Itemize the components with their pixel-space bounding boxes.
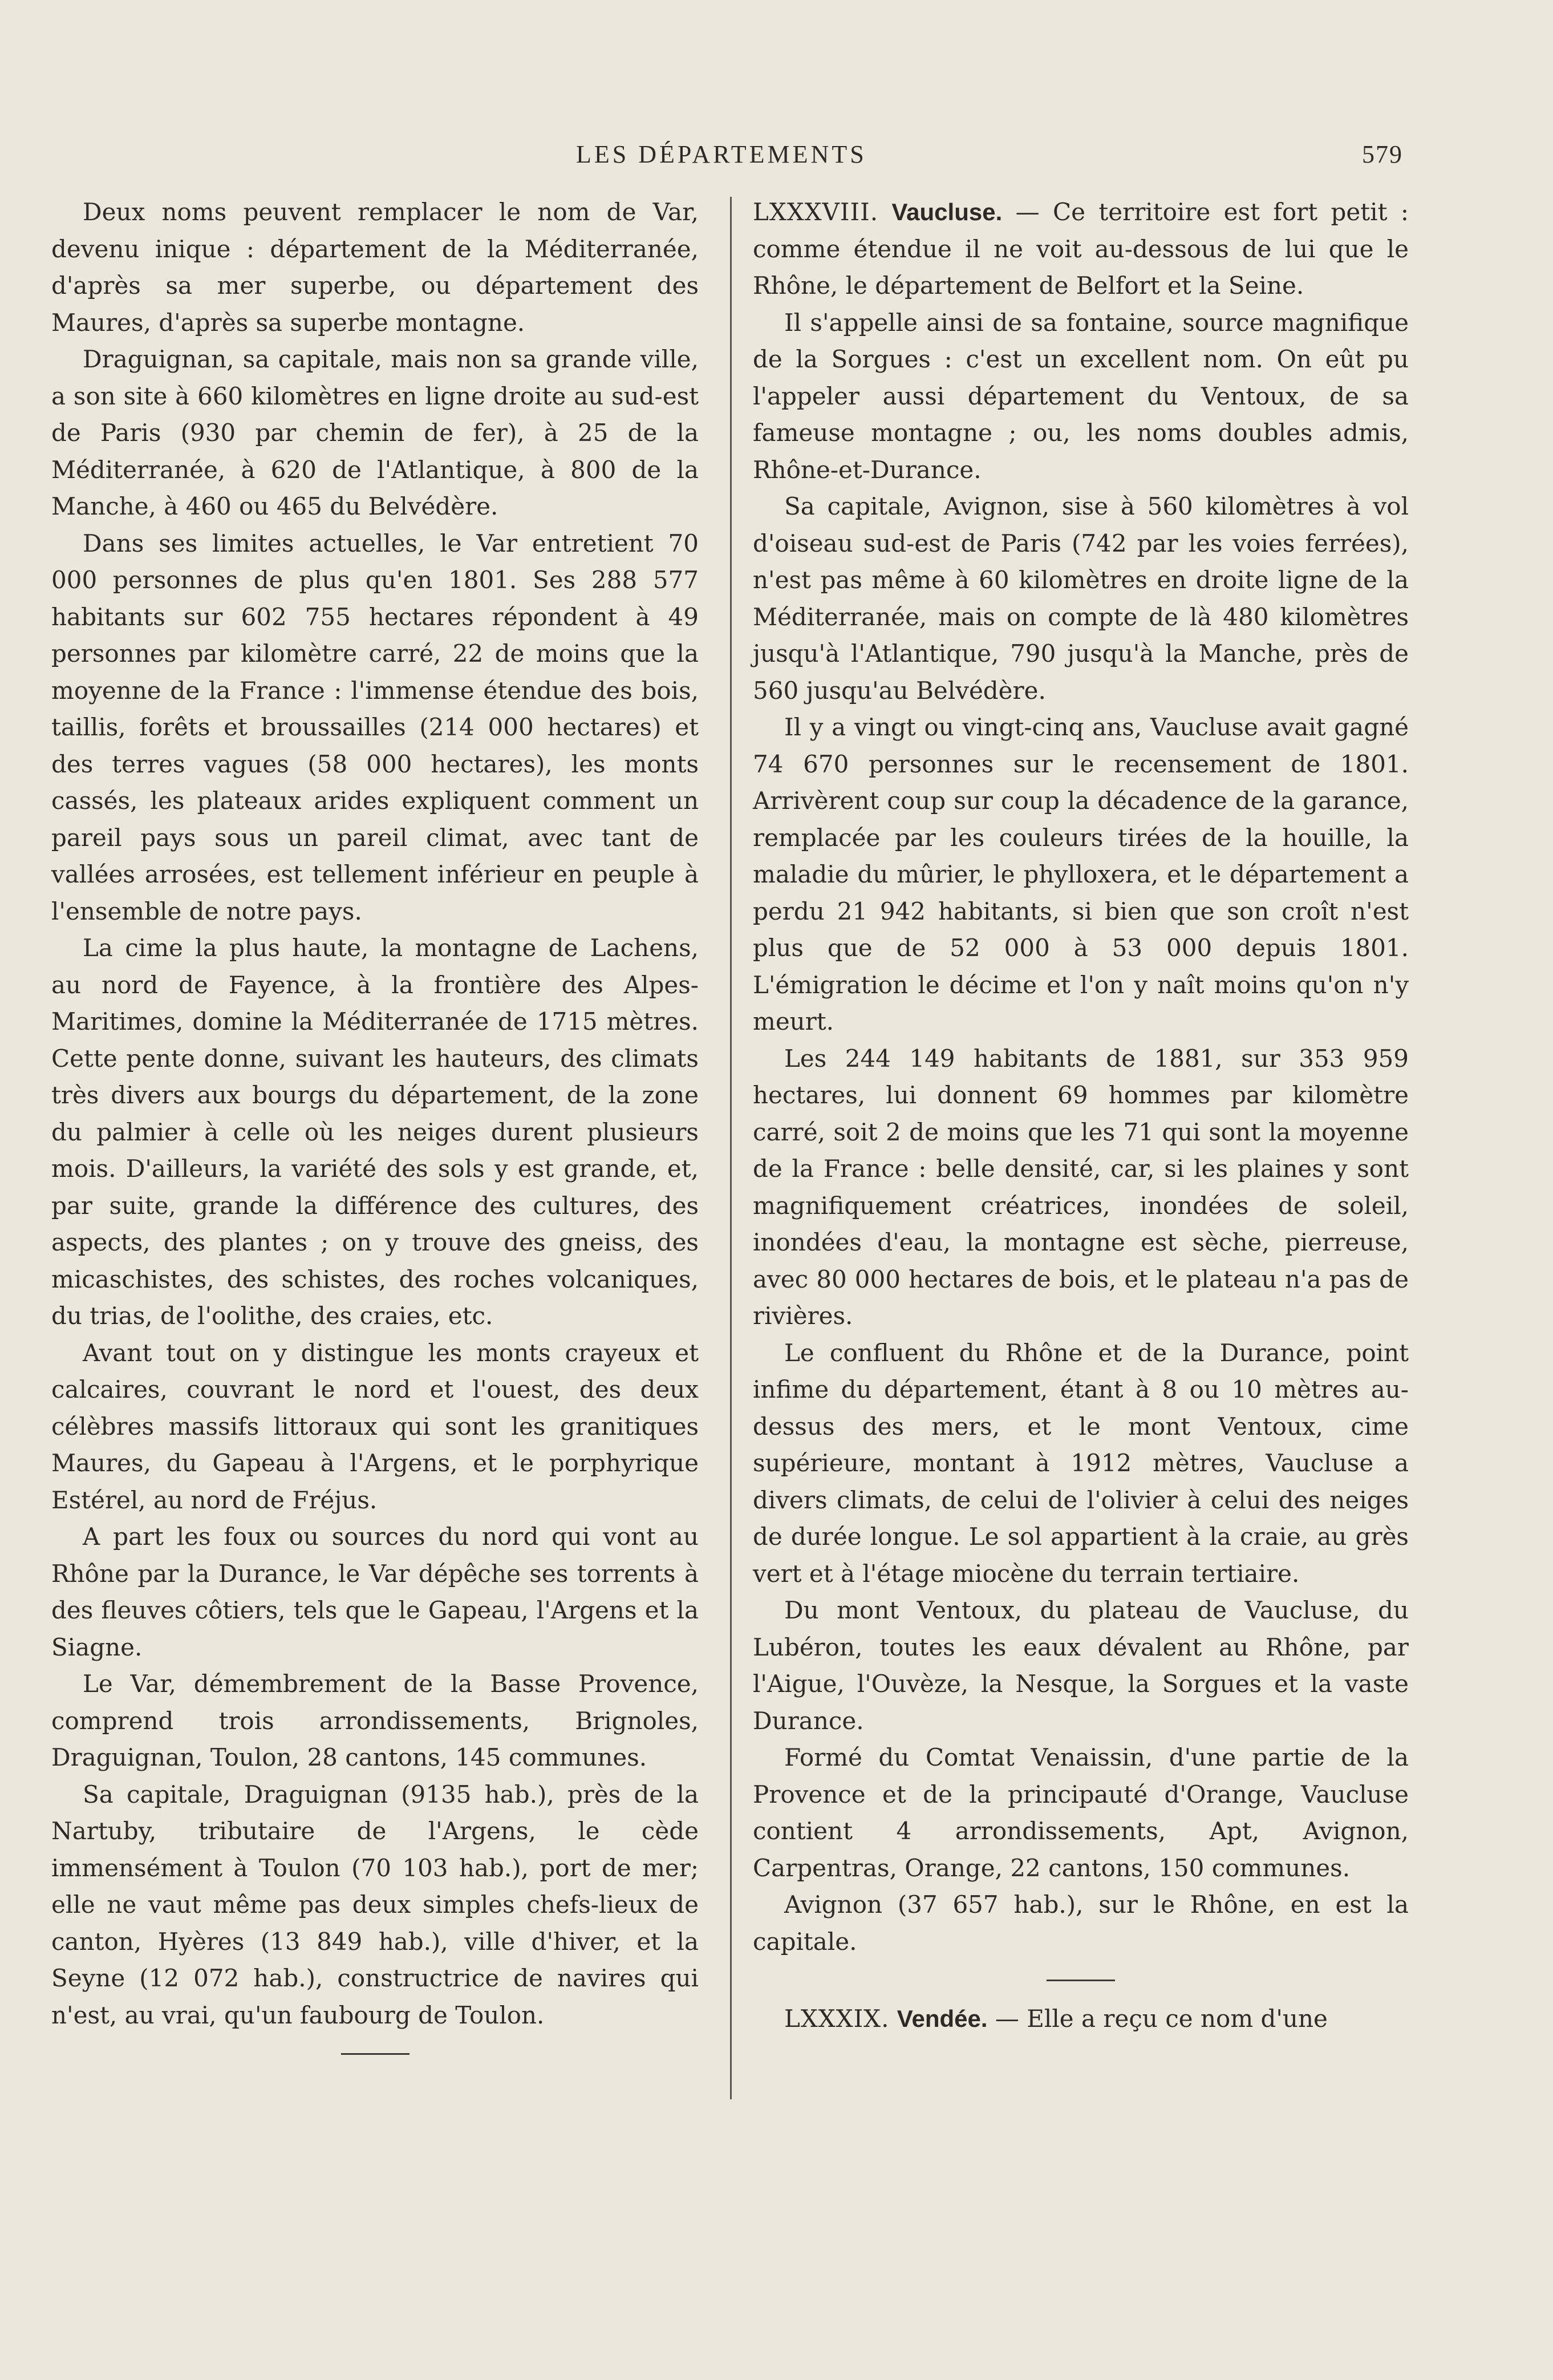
paragraph-avignon-capital: Avignon (37 657 hab.), sur le Rhône, en est la capitale.: [753, 1891, 1409, 1956]
paragraph-var-relief: La cime la plus haute, la montagne de Lachens, au nord de Fayence, à la frontière des Alpes-Maritimes, domine la Méditerranée de 1715 mètres. Cette pente donne, suivant les hauteurs, des climats très divers aux bourgs du département, de la zone du palmier à celle où les neiges durent plusieurs mois. D'ailleurs, la variété des sols y est grande, et, par suite, grande la différence des cultures, des aspects, des plantes ; on y trouve des gneiss, des micaschistes, des schistes, des roches volcaniques, du trias, de l'oolithe, des craies, etc.: [51, 934, 699, 1330]
left-column: [51, 194, 699, 2074]
paragraph-var-population: Dans ses limites actuelles, le Var entretient 70 000 personnes de plus qu'en 1801. Ses 288 577 habitants sur 602 755 hectares répondent à 49 personnes par kilomètre carré, 22 de moins que la moyenne de la France : l'immense étendue des bois, taillis, forêts et broussailles (214 000 hectares) et des terres vagues (58 000 hectares), les monts cassés, les plateaux arides expliquent comment un pareil pays sous un pareil climat, avec tant de vallées arrosées, est tellement inférieur en peuple à l'ensemble de notre pays.: [51, 529, 699, 925]
section-title: Vaucluse.: [891, 199, 1003, 225]
section-vendee-heading: [753, 2001, 1409, 2038]
right-column: [753, 194, 1409, 2038]
column-divider: [730, 197, 732, 2099]
section-numeral: LXXXVIII.: [753, 198, 879, 226]
paragraph-vaucluse-density: Les 244 149 habitants de 1881, sur 353 959 hectares, lui donnent 69 hommes par kilomètre carré, soit 2 de moins que les 71 qui sont la moyenne de la France : belle densité, car, si les plaines y sont magnifiquement créatrices, inondées de soleil, inondées d'eau, la montagne est sèche, pierreuse, avec 80 000 hectares de bois, et le plateau n'a pas de rivières.: [753, 1044, 1409, 1330]
paragraph-vaucluse-rivers: Du mont Ventoux, du plateau de Vaucluse, du Lubéron, toutes les eaux dévalent au Rhône, par l'Aigue, l'Ouvèze, la Nesque, la Sorgues et la vaste Durance.: [753, 1596, 1409, 1735]
paragraph-var-names: Deux noms peuvent remplacer le nom de Var, devenu inique : département de la Méditerranée, d'après sa mer superbe, ou département des Maures, d'après sa superbe montagne.: [51, 198, 699, 337]
section-vaucluse-heading: [753, 194, 1409, 305]
section-title: Vendée.: [897, 2005, 988, 2032]
paragraph-vaucluse-divisions: Formé du Comtat Venaissin, d'une partie de la Provence et de la principauté d'Orange, Vaucluse contient 4 arrondissements, Apt, Avignon, Carpentras, Orange, 22 cantons, 150 communes.: [753, 1743, 1409, 1882]
section-intro: — Ce territoire est fort petit : comme étendue il ne voit au-dessous de lui que le Rhône, le département de Belfort et la Seine.: [753, 198, 1409, 299]
running-title: LES DÉPARTEMENTS: [576, 140, 867, 168]
paragraph-avignon-site: Sa capitale, Avignon, sise à 560 kilomètres à vol d'oiseau sud-est de Paris (742 par les voies ferrées), n'est pas même à 60 kilomètres en droite ligne de la Méditerranée, mais on compte de là 480 kilomètres jusqu'à l'Atlantique, 790 jusqu'à la Manche, près de 560 jusqu'au Belvédère.: [753, 492, 1409, 705]
paragraph-var-massifs: Avant tout on y distingue les monts crayeux et calcaires, couvrant le nord et l'ouest, des deux célèbres massifs littoraux qui sont les granitiques Maures, du Gapeau à l'Argens, et le porphyrique Estérel, au nord de Fréjus.: [51, 1338, 699, 1514]
paragraph-var-cities: Sa capitale, Draguignan (9135 hab.), près de la Nartuby, tributaire de l'Argens, le cède immensément à Toulon (70 103 hab.), port de mer; elle ne vaut même pas deux simples chefs-lieux de canton, Hyères (13 849 hab.), ville d'hiver, et la Seyne (12 072 hab.), constructrice de navires qui n'est, au vrai, qu'un faubourg de Toulon.: [51, 1780, 699, 2029]
paragraph-vaucluse-climate: Le confluent du Rhône et de la Durance, point infime du département, étant à 8 ou 10 mètres au-dessus des mers, et le mont Ventoux, cime supérieure, montant à 1912 mètres, Vaucluse a divers climats, de celui de l'olivier à celui des neiges de durée longue. Le sol appartient à la craie, au grès vert et à l'étage miocène du terrain tertiaire.: [753, 1338, 1409, 1588]
section-numeral: LXXXIX.: [784, 2005, 890, 2033]
page-number: 579: [1362, 140, 1403, 168]
section-separator: [1047, 1980, 1115, 1981]
section-separator: [341, 2053, 409, 2055]
paragraph-vaucluse-name: Il s'appelle ainsi de sa fontaine, source magnifique de la Sorgues : c'est un excellent nom. On eût pu l'appeler aussi département du Ventoux, de sa fameuse montagne ; ou, les noms doubles admis, Rhône-et-Durance.: [753, 308, 1409, 484]
paragraph-draguignan-site: Draguignan, sa capitale, mais non sa grande ville, a son site à 660 kilomètres en ligne droite au sud-est de Paris (930 par chemin de fer), à 25 de la Méditerranée, à 620 de l'Atlantique, à 800 de la Manche, à 460 ou 465 du Belvédère.: [51, 345, 699, 520]
paragraph-var-rivers: A part les foux ou sources du nord qui vont au Rhône par la Durance, le Var dépêche ses torrents à des fleuves côtiers, tels que le Gapeau, l'Argens et la Siagne.: [51, 1523, 699, 1661]
section-intro: — Elle a reçu ce nom d'une: [995, 2005, 1328, 2033]
paragraph-var-divisions: Le Var, démembrement de la Basse Provence, comprend trois arrondissements, Brignoles, Draguignan, Toulon, 28 cantons, 145 communes.: [51, 1670, 699, 1771]
paragraph-vaucluse-population: Il y a vingt ou vingt-cinq ans, Vaucluse avait gagné 74 670 personnes sur le recensement de 1801. Arrivèrent coup sur coup la décadence de la garance, remplacée par les couleurs tirées de la houille, la maladie du mûrier, le phylloxera, et le département a perdu 21 942 habitants, si bien que son croît n'est plus que de 52 000 à 53 000 depuis 1801. L'émigration le décime et l'on y naît moins qu'on n'y meurt.: [753, 713, 1409, 1035]
running-header: [576, 140, 1403, 174]
